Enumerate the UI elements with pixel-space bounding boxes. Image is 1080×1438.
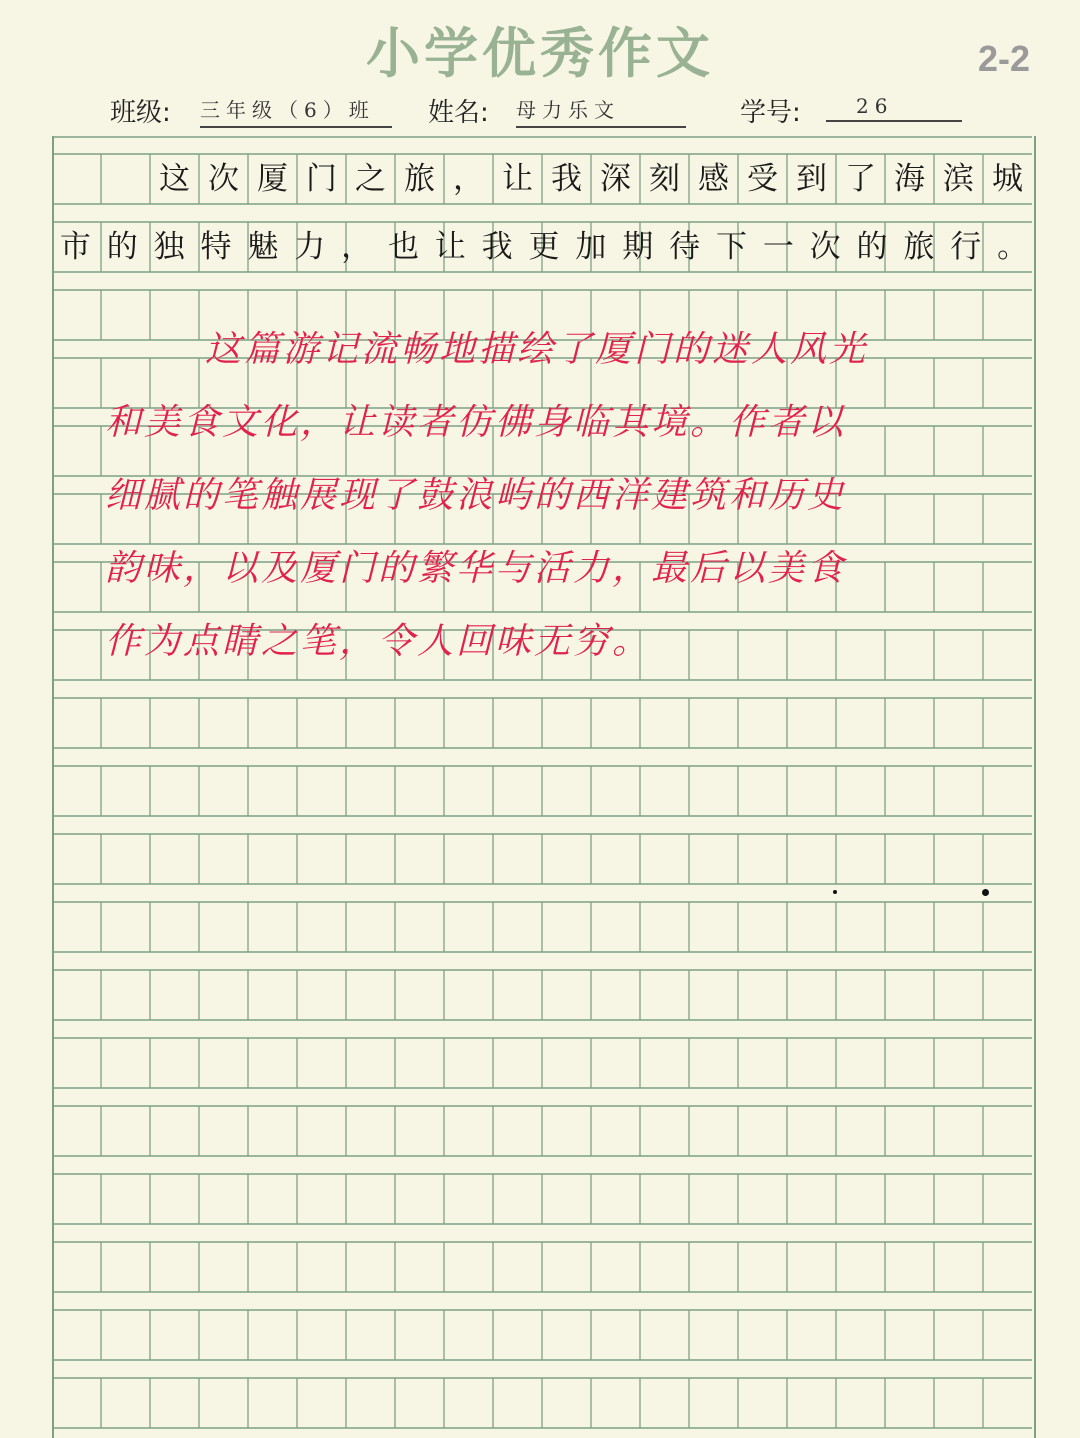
essay-char: 一 [762,229,794,265]
essay-char: 力 [294,229,326,265]
ink-dot [833,890,837,894]
essay-char: 市 [59,229,91,265]
essay-char: 特 [200,229,232,265]
essay-line-1 [52,136,1036,204]
essay-char: 下 [715,229,747,265]
essay-char: 待 [669,229,701,265]
essay-char: 。 [997,229,1029,265]
essay-char: 这 [159,161,190,197]
essay-char: 深 [600,161,631,197]
name-value: 母力乐文 [516,94,686,128]
essay-char: 次 [208,161,239,197]
page-number: 2-2 [977,38,1030,79]
comment-line-3: 细腻的笔触展现了鼓浪屿的西洋建筑和历史 [105,475,847,516]
essay-char: 期 [622,229,654,265]
essay-char: 独 [153,229,185,265]
essay-char: 魅 [247,229,279,265]
essay-char: 到 [796,161,827,197]
essay-char: 受 [747,161,778,197]
essay-char: ， [453,161,484,197]
name-label: 姓名: [428,98,489,128]
essay-char: 的 [856,229,888,265]
class-value: 三年级（6）班 [200,94,392,128]
page-title: 小学优秀作文 [366,21,714,85]
essay-char: 旅 [903,229,935,265]
essay-char: 也 [387,229,419,265]
comment-line-4: 韵味，以及厦门的繁华与活力，最后以美食 [105,548,847,589]
essay-char: 次 [809,229,841,265]
essay-char: 的 [106,229,138,265]
essay-char: 行 [950,229,982,265]
essay-char: 了 [845,161,876,197]
essay-char: 厦 [257,161,288,197]
ink-dot [982,889,989,896]
essay-char: 之 [355,161,386,197]
essay-char: 我 [481,229,513,265]
comment-line-1: 这篇游记流畅地描绘了厦门的迷人风光 [205,329,869,370]
essay-char: 更 [528,229,560,265]
comment-line-2: 和美食文化，让读者仿佛身临其境。作者以 [105,402,847,443]
essay-char: 滨 [943,161,974,197]
essay-char: 加 [575,229,607,265]
essay-char: 感 [698,161,729,197]
student-id-label: 学号: [740,98,801,128]
essay-char: 旅 [404,161,435,197]
essay-char: 城 [992,161,1023,197]
essay-char: ， [341,229,373,265]
comment-line-5: 作为点睛之笔，令人回味无穷。 [105,621,652,662]
essay-char: 门 [306,161,337,197]
essay-char: 让 [434,229,466,265]
essay-char: 让 [502,161,533,197]
essay-char: 海 [894,161,925,197]
essay-char: 我 [551,161,582,197]
student-id-value: 26 [826,94,962,122]
student-info-row [110,90,970,130]
essay-line-2 [52,204,1036,272]
essay-char: 刻 [649,161,680,197]
class-label: 班级: [110,98,171,128]
